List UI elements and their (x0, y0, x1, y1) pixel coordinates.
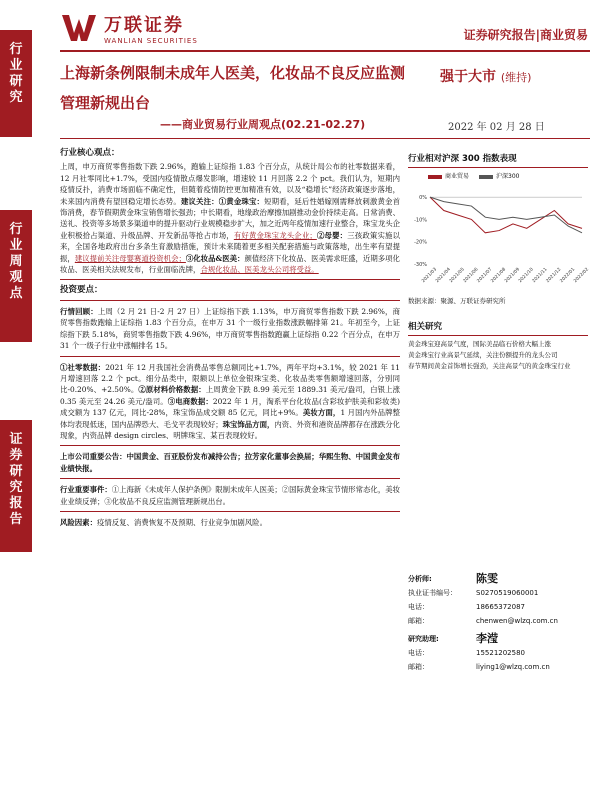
divider (60, 300, 400, 301)
rating-note: (维持) (500, 71, 532, 84)
analyst-cert (408, 586, 588, 600)
beauty-label: 美妆方面， (302, 408, 341, 418)
page-title: 上海新条例限制未成年人医美，化妆品不良反应监测管理新规出台 (60, 64, 406, 112)
company-label: 上市公司重要公告： (60, 452, 127, 462)
x-tick-label: 2021/05 (448, 267, 466, 285)
core-text-4: 颜值经济下化妆品、医美需求旺盛，近期多项化妆品、医美相关法规发布，行业面临洗牌， (60, 253, 400, 275)
tel-key: 电话： (408, 603, 429, 611)
x-tick-label: 2021/10 (517, 267, 535, 285)
risk-paragraph (60, 517, 400, 528)
header-rule (60, 50, 590, 52)
core-underline-3: 合规化妆品、医美龙头公司将受益。 (200, 265, 319, 275)
wanlian-logo-icon (60, 13, 98, 43)
divider (408, 335, 588, 336)
ecom-label: ③电商数据： (167, 396, 213, 406)
jewel-text: 内资、外资和港资品牌都存在涨跌分化现象，内资品牌 design circles、明牌珠宝、某百表现较好。 (60, 419, 401, 440)
analyst-tel (408, 600, 588, 614)
chart-legend (428, 171, 588, 180)
legend-swatch (428, 175, 442, 179)
x-tick-label: 2021/09 (504, 267, 521, 285)
core-text-3: 三孩政策实施以来，全国各地政府出台多条生育激励措施，预计未来随着更多相关配套措施与政策落地，出生率有望提振， (60, 230, 400, 263)
rating (440, 66, 531, 86)
x-tick-label: 2022/02 (573, 267, 591, 285)
price-label: ②原材料价格数据： (138, 385, 206, 395)
risk-text: 疫情反复、消费恢复不及预期、行业竞争加剧风险。 (96, 517, 267, 527)
report-type: 证券研究报告|商业贸易 (463, 28, 588, 42)
x-tick-label: 2021/06 (462, 267, 480, 285)
x-tick-label: 2021/11 (531, 267, 549, 285)
divider (60, 511, 400, 512)
core-text-2: 短期看，延后性婚嫁刚需释放刺激黄金首饰消费，春节假期黄金珠宝销售增长强劲；中长期看，地缘政治摩擦加剧推动金价持续走高。日常消费、送礼、投资等多场景多渠道申的提升驱动行业规模稳步扩大，加之近两年疫情加速行业整合，珠宝龙头企业积极拾占渠道、升级品牌、开发新品等抢占市场， (60, 196, 400, 240)
chart-source: 数据来源：聚源、万联证券研究所 (408, 297, 506, 305)
core-underline-2: 建议提前关注母婴赛道投资机会； (74, 253, 186, 263)
beauty-text: 1 月国内外品牌整体均表现低迷，国内品牌恐大、毛戈平表现较好； (60, 408, 400, 429)
divider (60, 279, 400, 280)
y-tick-label: -30% (414, 262, 427, 268)
x-tick-label: 2021/07 (476, 267, 494, 285)
core-heading: 行业核心观点： (60, 148, 120, 158)
y-tick-label: 0% (419, 195, 427, 202)
rating-label: 强于大市 (440, 69, 496, 85)
legend-item (428, 171, 469, 180)
divider (408, 167, 588, 168)
mail-value[interactable]: chenwen@wlzq.com.cn (476, 617, 558, 625)
review-label: 行情回顾： (60, 306, 98, 316)
logo-cn: 万联证券 (104, 15, 184, 36)
mother-label: ②母婴： (316, 230, 348, 240)
performance-chart (408, 180, 591, 290)
page-subtitle: ——商业贸易行业周观点(02.21-02.27) (160, 118, 366, 131)
ecom-text: 2022 年 1 月，淘系平台化妆品(含彩妆护肤美和彩妆类)成交额为 137 亿元，同比-28%，珠宝饰品成交额 85 亿元，同比+9%。 (60, 396, 400, 418)
sidebar-block-2 (0, 210, 32, 342)
legend-item (479, 171, 519, 180)
divider (60, 478, 400, 479)
related-item: 黄金珠宝迎高景气度，国际美品临石价格大幅上涨 (408, 340, 551, 348)
legend-label: 沪深300 (496, 173, 520, 180)
cert-key: 执业证书编号： (408, 589, 457, 597)
chart-box (408, 152, 591, 307)
industry-text: ①上海新《未成年人保护条例》限制未成年人医美；②国际黄金珠宝节情形常态化，美妆业业绩反弹；③化妆品不良反应监测管理新规出台。 (60, 485, 400, 506)
company-logo (60, 8, 198, 48)
suggest-label: 建议关注： (180, 196, 219, 206)
x-tick-label: 2021/08 (490, 267, 508, 285)
related-heading: 相关研究 (408, 322, 443, 332)
risk-label: 风险因素： (60, 517, 97, 527)
industry-label: 行业重要事件： (60, 485, 112, 495)
analyst-box (408, 572, 588, 674)
cosm-label: ③化妆品&医美： (185, 253, 245, 263)
logo-en: WANLIAN SECURITIES (104, 37, 198, 45)
invest-heading: 投资要点： (60, 285, 103, 296)
core-text-1: 上周，申万商贸零售指数下跌 2.96%，跑输上证综指 1.83 个百分点，从统计局公布的社零数据来看，12 月社零同比+1.7%，受国内疫情散点爆发影响，增速较 11 月回落 2.2 个 pct。我们认为，短期内疫情反扑，消费市场面临不确定性，但随着疫情防控更加精准有效，以及“稳增长”经济政策逐步落地，未来国内消费有望回稳定增长态势。 (60, 162, 400, 206)
sidebar-block-1 (0, 30, 32, 137)
analyst-label: 分析师: (408, 575, 432, 583)
divider (60, 445, 400, 446)
y-tick-label: -10% (414, 217, 427, 224)
assistant-row (408, 632, 588, 646)
sidebar-label: 行业研究 (9, 42, 23, 105)
sidebar-block-3 (0, 420, 32, 552)
title-rule (60, 138, 590, 139)
analyst-name: 陈雯 (476, 572, 498, 585)
chart-title: 行业相对沪深 300 指数表现 (408, 154, 517, 164)
social-text: 2021 年 12 月我国社会消费品零售总额同比+1.7%，两年平均+3.1%，较 2021 年 11 月增速回落 2.2 个 pct。细分品类中，限额以上单位金银珠宝类、化妆品类零售额增速回落，分别同比-0.20%、+2.50%。 (60, 362, 400, 395)
x-tick-label: 2021/03 (421, 267, 439, 285)
social-label: ①社零数据： (60, 362, 106, 372)
mail-key: 邮箱： (408, 617, 429, 625)
data-paragraph (60, 362, 400, 442)
company-text: 中国黄金、百亚股份发布减持公告；拉芳家化董事会换届；华熙生物、中国黄金发布业绩快报。 (60, 452, 400, 473)
gold-label: ①黄金珠宝： (218, 196, 265, 206)
mail-key: 邮箱： (408, 663, 429, 671)
cert-value: S0270519060001 (476, 589, 539, 597)
x-tick-label: 2022/01 (559, 267, 577, 285)
review-paragraph (60, 306, 400, 352)
legend-swatch (479, 175, 493, 179)
x-tick-label: 2021/12 (545, 267, 563, 285)
legend-label: 商业贸易 (445, 173, 470, 180)
analyst-mail (408, 614, 588, 628)
industry-paragraph (60, 484, 400, 507)
x-tick-label: 2021/04 (435, 267, 452, 285)
assistant-tel (408, 646, 588, 660)
assistant-name: 李滢 (476, 632, 498, 645)
jewel-label: 珠宝饰品方面， (222, 419, 275, 429)
assistant-label: 研究助理: (408, 635, 439, 643)
related-item: 春节期间黄金首饰增长强劲，关注高景气的黄金珠宝行业 (408, 362, 571, 370)
tel-value: 15521202580 (476, 649, 525, 657)
company-paragraph (60, 451, 400, 474)
related-item: 黄金珠宝行业高景气延续，关注份额提升的龙头公司 (408, 351, 558, 359)
assistant-mail (408, 660, 588, 674)
related-box (408, 320, 588, 372)
report-date: 2022 年 02 月 28 日 (448, 122, 545, 133)
main-column (60, 146, 400, 532)
core-underline-1: 有好黄金珠宝龙头企业； (233, 230, 317, 240)
core-paragraph (60, 161, 400, 275)
y-tick-label: -20% (414, 239, 427, 246)
sidebar-label: 证券研究报告 (9, 432, 23, 527)
divider (60, 356, 400, 357)
analyst-row (408, 572, 588, 586)
mail-value[interactable]: liying1@wlzq.com.cn (476, 663, 550, 671)
series-line (430, 197, 582, 233)
tel-value: 18665372087 (476, 603, 525, 611)
sidebar-label: 行业周观点 (9, 222, 23, 301)
tel-key: 电话： (408, 649, 429, 657)
price-text: 上周黄金下跌 8.99 美元至 1889.31 美元/盎司，白银上涨 0.35 美元至 24.26 美元/盎司。 (60, 385, 400, 406)
review-text: 上周（2 月 21 日-2 月 27 日）上证综指下跌 1.13%，申万商贸零售指数下跌 2.96%，商贸零售指数跑输上证综指 1.83 个百分点，在申万 31 个一级行业指数涨跌幅排第 21。年初至今，上证综指下跌 5.18%，商贸零售指数下跌 4.96%，申万商贸零售指数跑赢上证综指 0.22 个百分点，在申万 31 个一级子行业中涨幅排名 15。 (60, 306, 400, 351)
